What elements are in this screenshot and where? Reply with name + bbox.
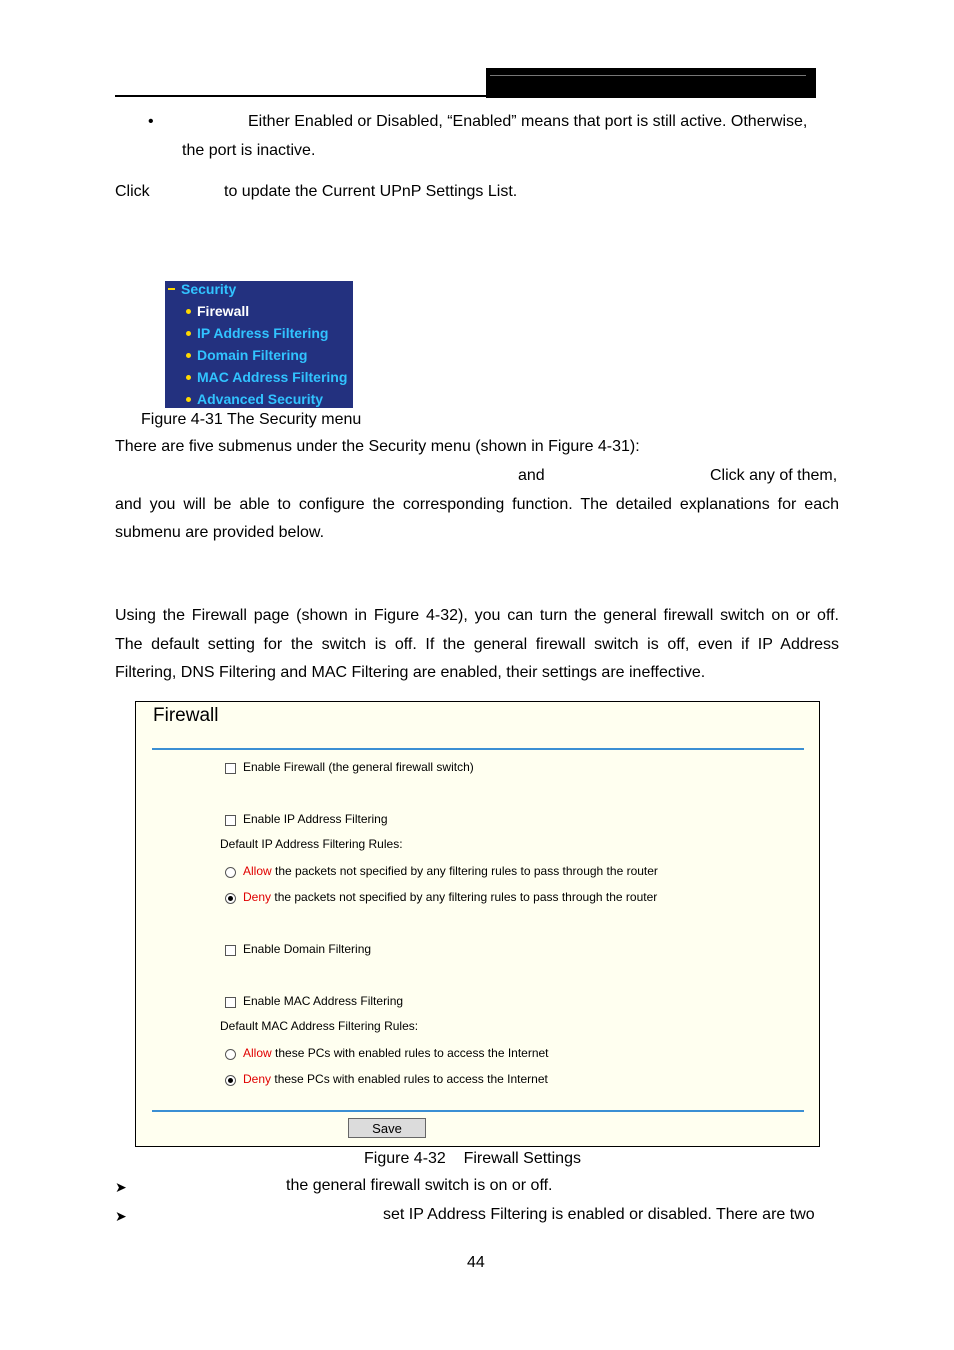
enable-ip-filtering-checkbox[interactable]	[225, 815, 236, 826]
mac-deny-label	[243, 1072, 548, 1086]
ip-deny-text: the packets not specified by any filtering rules to pass through the router	[274, 890, 658, 904]
mac-allow-label	[243, 1046, 549, 1060]
mac-deny-text: these PCs with enabled rules to access the Internet	[274, 1072, 548, 1086]
enable-domain-filtering-checkbox[interactable]	[225, 945, 236, 956]
bullet-text: Either Enabled or Disabled, “Enabled” means that port is still active. Otherwise,	[248, 113, 808, 130]
click-rest: to update the Current UPnP Settings List.	[224, 183, 518, 200]
mac-deny-radio[interactable]	[225, 1075, 236, 1086]
ip-allow-label	[243, 864, 658, 878]
click-word: Click	[115, 183, 150, 200]
enable-domain-filtering-label: Enable Domain Filtering	[243, 942, 372, 956]
para2-line3: Filtering, DNS Filtering and MAC Filtering are enabled, their settings are ineffective.	[115, 664, 706, 681]
bullet-text-cont: the port is inactive.	[182, 142, 316, 159]
allow-word: Allow	[243, 864, 272, 878]
arrow-bullet-icon: ➤	[115, 1179, 127, 1195]
arrow-bullet-1-text: the general firewall switch is on or off.	[286, 1177, 553, 1194]
bullet-icon	[186, 353, 191, 358]
bullet-dot: •	[148, 113, 154, 130]
ip-rules-label: Default IP Address Filtering Rules:	[220, 837, 403, 851]
bullet-icon	[186, 375, 191, 380]
para2-line1: Using the Firewall page (shown in Figure 4-32), you can turn the general firewall switch on or off.	[115, 607, 839, 624]
mac-rules-label: Default MAC Address Filtering Rules:	[220, 1019, 419, 1033]
mac-allow-radio[interactable]	[225, 1049, 236, 1060]
enable-firewall-label: Enable Firewall (the general firewall switch)	[243, 760, 474, 774]
para1-click-any: Click any of them,	[710, 467, 838, 484]
para1-line3: and you will be able to configure the corresponding function. The detailed explanations for each	[115, 496, 839, 513]
bullet-icon	[186, 309, 191, 314]
mac-allow-text: these PCs with enabled rules to access the Internet	[275, 1046, 549, 1060]
enable-ip-filtering-label: Enable IP Address Filtering	[243, 812, 388, 826]
firewall-settings-panel	[135, 701, 820, 1147]
bullet-icon	[186, 397, 191, 402]
para1-line1: There are five submenus under the Security menu (shown in Figure 4-31):	[115, 438, 640, 455]
panel-title: Firewall	[153, 705, 219, 726]
para2-line2: The default setting for the switch is off. If the general firewall switch is off, even if IP Address	[115, 636, 839, 653]
para1-line4: submenu are provided below.	[115, 524, 325, 541]
enable-mac-filtering-label: Enable MAC Address Filtering	[243, 994, 404, 1008]
arrow-bullet-icon: ➤	[115, 1208, 127, 1224]
panel-divider-bottom	[152, 1110, 804, 1112]
figure-4-32-caption: Figure 4-32 Firewall Settings	[364, 1150, 581, 1167]
page-number: 44	[467, 1254, 485, 1271]
figure-4-31-caption: Figure 4-31 The Security menu	[141, 411, 362, 428]
deny-word: Deny	[243, 890, 272, 904]
ip-deny-label	[243, 890, 657, 904]
arrow-bullet-2-text: set IP Address Filtering is enabled or disabled. There are two	[383, 1206, 815, 1223]
ip-deny-radio[interactable]	[225, 893, 236, 904]
ip-allow-text: the packets not specified by any filtering rules to pass through the router	[275, 864, 658, 878]
enable-mac-filtering-checkbox[interactable]	[225, 997, 236, 1008]
bullet-icon	[186, 331, 191, 336]
save-button[interactable]: Save	[348, 1118, 426, 1138]
allow-word: Allow	[243, 1046, 272, 1060]
para1-and: and	[518, 467, 545, 484]
deny-word: Deny	[243, 1072, 272, 1086]
collapse-icon	[168, 288, 175, 290]
header-bar	[486, 68, 816, 98]
enable-firewall-checkbox[interactable]	[225, 763, 236, 774]
ip-allow-radio[interactable]	[225, 867, 236, 878]
header-rule	[115, 95, 487, 97]
security-menu: Security Firewall IP Address Filtering Domain Filtering MAC Address Filtering Advanced Security	[165, 281, 353, 408]
panel-divider-top	[152, 748, 804, 750]
